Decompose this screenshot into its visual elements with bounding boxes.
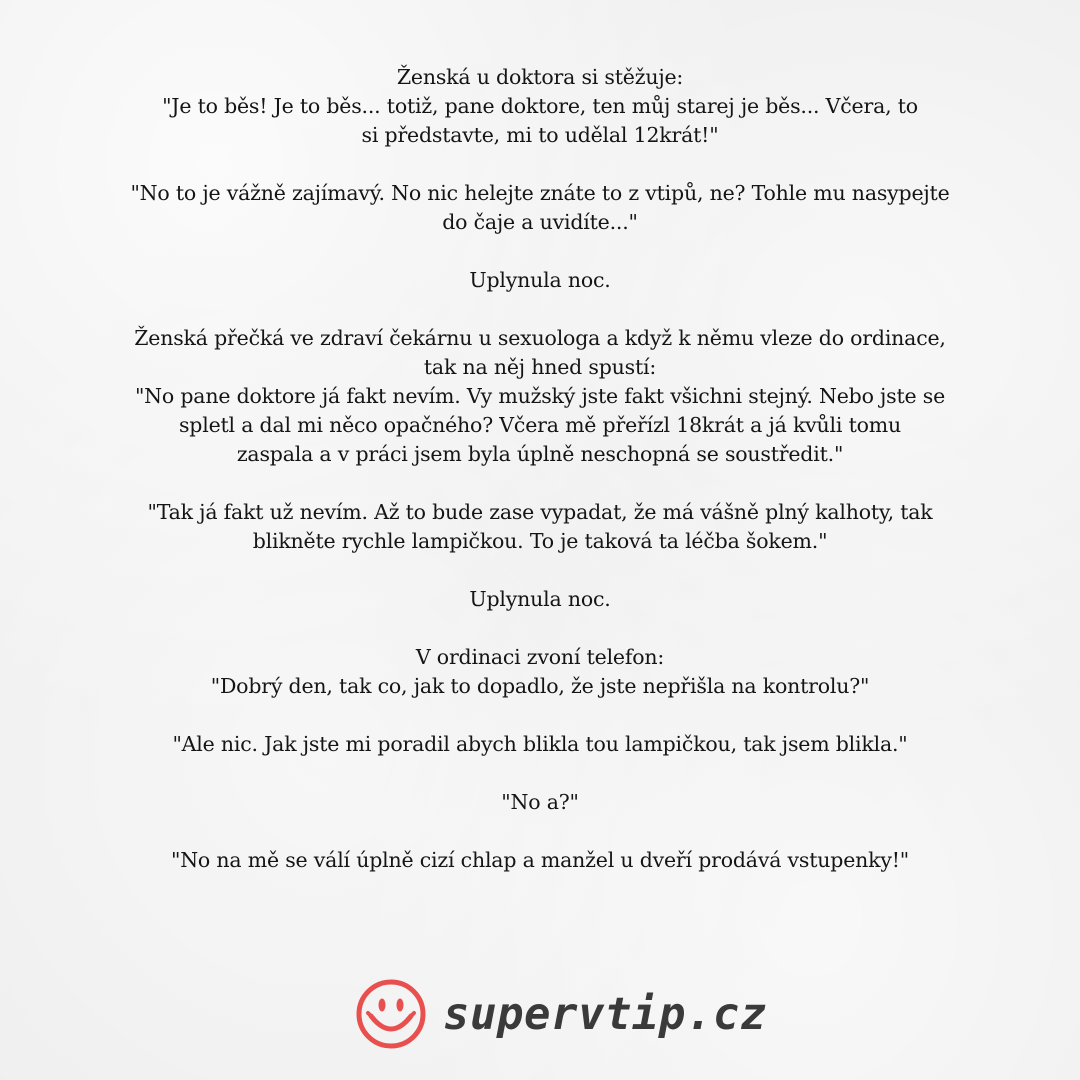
joke-text xyxy=(60,63,1020,875)
joke-line xyxy=(60,759,1020,788)
smiley-icon xyxy=(355,978,427,1050)
joke-line: "Tak já fakt už nevím. Až to bude zase vypadat, že má vášně plný kalhoty, tak xyxy=(147,500,933,524)
joke-line xyxy=(60,701,1020,730)
joke-line: tak na něj hned spustí: xyxy=(423,355,657,379)
brand-logo[interactable] xyxy=(355,976,767,1052)
joke-line: Uplynula noc. xyxy=(469,587,611,611)
joke-line: "No pane doktore já fakt nevím. Vy mužský jste fakt všichni stejný. Nebo jste se xyxy=(134,384,946,408)
joke-line: Uplynula noc. xyxy=(469,268,611,292)
joke-line xyxy=(60,237,1020,266)
joke-line: "No na mě se válí úplně cizí chlap a manžel u dveří prodává vstupenky!" xyxy=(170,848,910,872)
joke-line: spletl a dal mi něco opačného? Včera mě přeřízl 18krát a já kvůli tomu xyxy=(178,413,902,437)
joke-line: V ordinaci zvoní telefon: xyxy=(415,645,665,669)
joke-line: do čaje a uvidíte..." xyxy=(442,210,638,234)
joke-line xyxy=(60,469,1020,498)
joke-line xyxy=(60,150,1020,179)
joke-line: Ženská u doktora si stěžuje: xyxy=(396,65,684,89)
joke-line xyxy=(60,295,1020,324)
joke-line: "No a?" xyxy=(501,790,579,814)
joke-line: "Ale nic. Jak jste mi poradil abych blikla tou lampičkou, tak jsem blikla." xyxy=(172,732,908,756)
joke-line xyxy=(60,556,1020,585)
joke-line: "Dobrý den, tak co, jak to dopadlo, že jste nepřišla na kontrolu?" xyxy=(210,674,870,698)
joke-line: zaspala a v práci jsem byla úplně neschopná se soustředit." xyxy=(236,442,844,466)
joke-line xyxy=(60,614,1020,643)
joke-line: si představte, mi to udělal 12krát!" xyxy=(361,123,719,147)
brand-name: supervtip.cz xyxy=(443,988,767,1040)
joke-line: "Je to běs! Je to běs... totiž, pane doktore, ten můj starej je běs... Včera, to xyxy=(162,94,918,118)
joke-line: blikněte rychle lampičkou. To je taková ta léčba šokem." xyxy=(252,529,828,553)
joke-line: "No to je vážně zajímavý. No nic helejte znáte to z vtipů, ne? Tohle mu nasypejte xyxy=(130,181,950,205)
joke-line xyxy=(60,817,1020,846)
joke-line: Ženská přečká ve zdraví čekárnu u sexuologa a když k němu vleze do ordinace, xyxy=(134,326,946,350)
